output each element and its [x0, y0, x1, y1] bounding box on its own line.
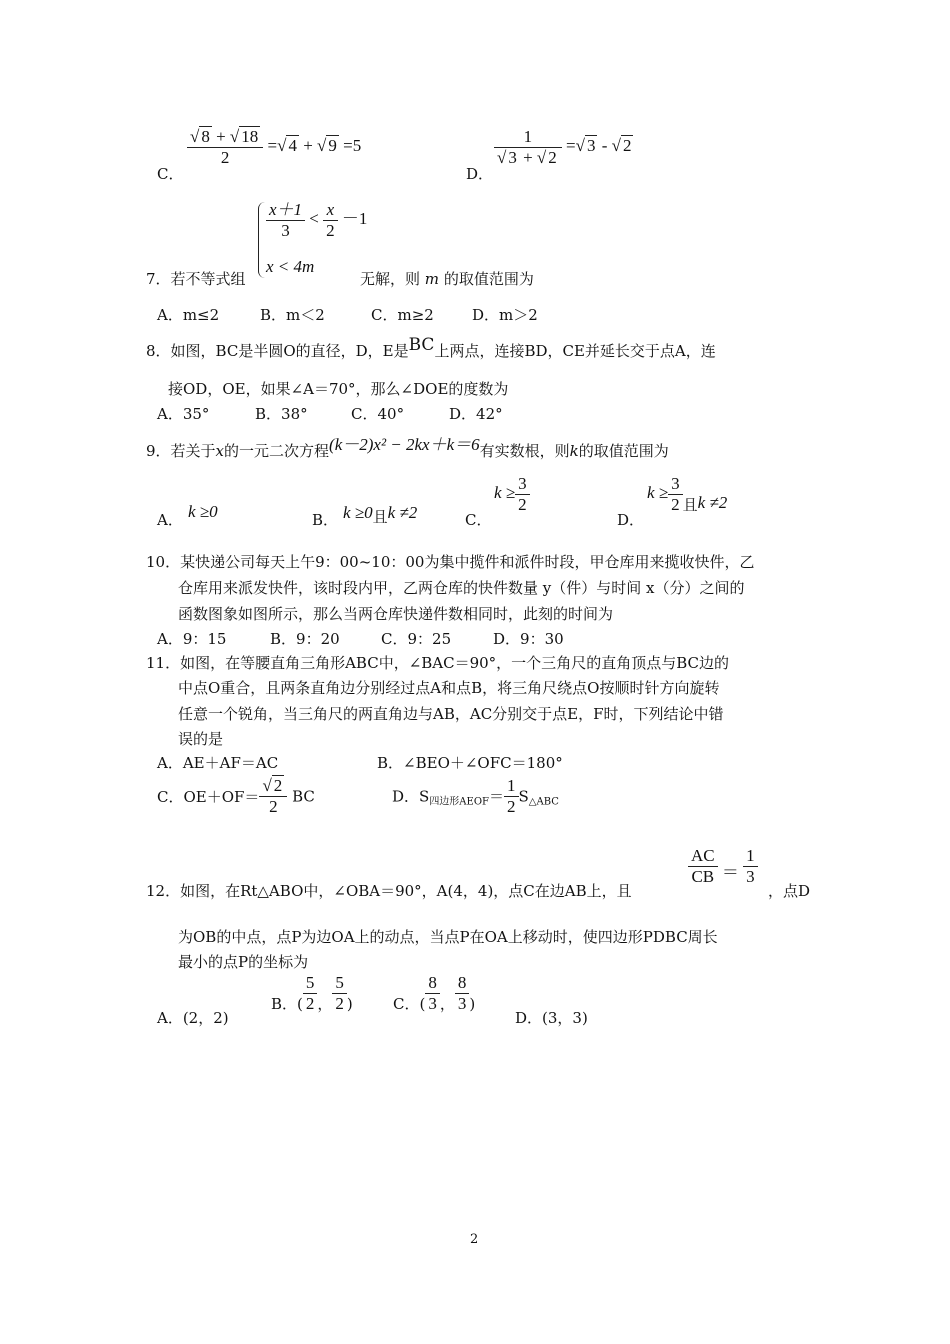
q9-equation: (k－2)x² − 2kx＋k＝6 [329, 435, 480, 454]
q10-option-a: A．9：15 [157, 630, 227, 648]
q11-option-b: B．∠BEO＋∠OFC＝180° [377, 754, 563, 772]
q11-option-d: D．$S_{四边形AEOF}=$ $\frac{1}{2}$ $S_{\triangle ABC}$ [392, 776, 559, 816]
q11-stem-line-2: 中点O重合，且两条直角边分别经过点A和点B，将三角尺绕点O按顺时针方向旋转 [178, 679, 720, 697]
q6-c-result: =5 [343, 135, 362, 155]
q8-option-b: B．38° [255, 405, 308, 423]
q7-system-line-2: x < 4m [266, 257, 315, 276]
q12-stem-line-1: 12．如图，在Rt△ABO中，∠OBA＝90°，A(4，4)，点C在边AB上，且 [146, 882, 632, 900]
q9-option-b-label: B． [312, 511, 339, 529]
q12-option-c: C．( $\frac{8}{3}$ ， $\frac{8}{3}$ ) [393, 973, 476, 1014]
q10-stem-line-3: 函数图象如图所示，那么当两仓库快递件数相同时，此刻的时间为 [178, 605, 614, 623]
q9-option-d-label: D． [617, 511, 645, 529]
q6-option-d-expression: $\frac{1}{√ 3 + √ 2}$ =√ 3 - √ 2 [494, 127, 633, 167]
q6-d-radicand-1: 3 [508, 147, 517, 167]
q12-option-b: B．( $\frac{5}{2}$ ， $\frac{5}{2}$ ) [271, 973, 353, 1014]
q7-option-a: A．m≤2 [157, 306, 220, 324]
q7-stem-suffix: 无解，则 m 的取值范围为 [360, 270, 534, 288]
q7-option-d: D．m＞2 [472, 306, 538, 324]
q8-option-d: D．42° [449, 405, 503, 423]
q9-option-a-label: A． [157, 511, 183, 529]
q11-stem-line-4: 误的是 [178, 730, 224, 748]
q9-option-a-expr: k ≥0 [188, 502, 218, 521]
q6-c-radicand-1: 8 [201, 127, 210, 146]
q11-stem-line-1: 11．如图，在等腰直角三角形ABC中，∠BAC＝90°，一个三角尺的直角顶点与BC边的 [146, 654, 729, 672]
q6-c-denominator: 2 [187, 147, 263, 168]
q8-arc-label: BC [408, 335, 435, 355]
q9-option-d-expr: k ≥ $\frac{3}{2}$ 且k ≠2 [647, 474, 728, 514]
q7-system-line-1: $\frac{x+1}{3}$ < $\frac{x}{2}$ －1 [266, 200, 367, 240]
q8-option-c: C．40° [351, 405, 405, 423]
q11-option-c: C．OE＋OF＝ $\frac{√ 2}{2}$ BC [157, 776, 315, 816]
q12-ratio-fraction: $\frac{AC}{CB}$ ＝ $\frac{1}{3}$ [688, 846, 758, 886]
q6-c-radicand-3: 4 [288, 135, 297, 155]
q6-d-radicand-3: 3 [586, 135, 596, 155]
q9-option-b-expr: k ≥0且k ≠2 [343, 503, 418, 526]
q10-stem-line-1: 10．某快递公司每天上午9：00~10：00为集中揽件和派件时段，甲仓库用来揽收快件，乙 [146, 553, 755, 571]
q11-stem-line-3: 任意一个锐角，当三角尺的两直角边与AB，AC分别交于点E，F时，下列结论中错 [178, 705, 724, 723]
q10-stem-line-2: 仓库用来派发快件，该时段内甲，乙两仓库的快件数量 y（件）与时间 x（分）之间的 [178, 579, 745, 597]
q12-stem-line-3: 最小的点P的坐标为 [178, 953, 309, 971]
q8-stem-line-2: 接OD，OE，如果∠A＝70°，那么∠DOE的度数为 [168, 380, 509, 398]
q9-stem: 9．若关于x的一元二次方程(k－2)x² − 2kx＋k＝6有实数根，则k的取值范围为 [146, 435, 669, 460]
q7-system-brace [258, 202, 265, 278]
q6-d-radicand-4: 2 [622, 135, 632, 155]
q6-d-numerator: 1 [523, 127, 533, 146]
q8-stem-line-1: 8．如图，BC是半圆O的直径，D，E是BC上两点，连接BD，CE并延长交于点A，连 [146, 335, 716, 360]
q6-option-c-expression: $\frac{√ 8 + √ 18}{2}$ =√ 4 + √ 9 =5 [187, 127, 361, 167]
q6-option-c-label: C． [157, 165, 184, 183]
q12-option-a: A．(2，2) [157, 1009, 229, 1027]
q12-stem-line-1-suffix: ，点D [768, 882, 811, 900]
page-number: 2 [470, 1232, 479, 1247]
q6-d-radicand-2: 2 [548, 147, 557, 167]
q12-option-d: D．(3，3) [515, 1009, 588, 1027]
q9-option-c-label: C． [465, 511, 492, 529]
q10-option-c: C．9：25 [381, 630, 452, 648]
q10-option-d: D．9：30 [493, 630, 564, 648]
q7-stem-prefix: 7．若不等式组 [146, 270, 246, 288]
q11-option-a: A．AE＋AF＝AC [157, 754, 279, 772]
q9-option-c-expr: k ≥ $\frac{3}{2}$ [494, 474, 530, 514]
q6-option-d-label: D． [466, 165, 494, 183]
q8-option-a: A．35° [157, 405, 210, 423]
q6-c-radicand-4: 9 [328, 135, 337, 155]
q7-option-c: C．m≥2 [371, 306, 434, 324]
q12-stem-line-2: 为OB的中点，点P为边OA上的动点，当点P在OA上移动时，使四边形PDBC周长 [178, 928, 718, 946]
q6-c-radicand-2: 18 [241, 127, 259, 146]
q10-option-b: B．9：20 [270, 630, 340, 648]
q7-option-b: B．m＜2 [260, 306, 325, 324]
